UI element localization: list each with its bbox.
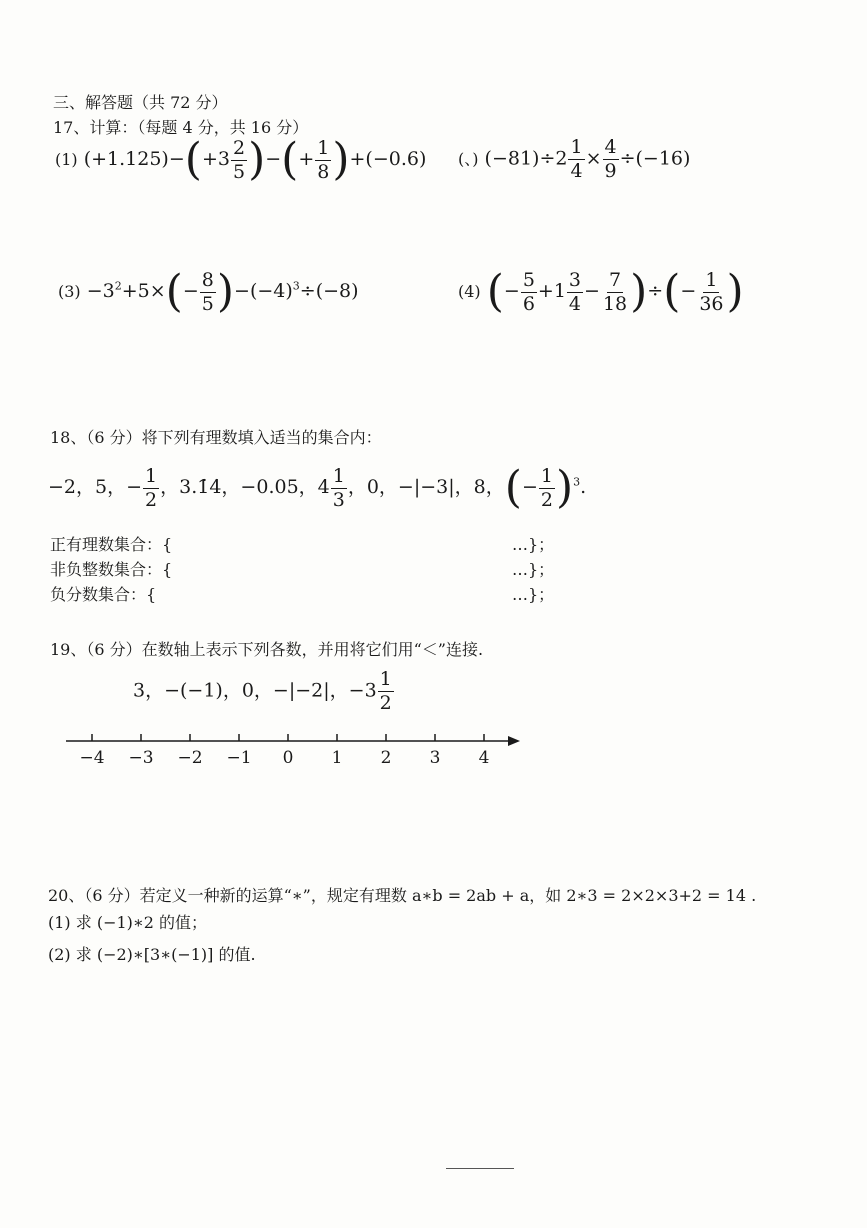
problem-17-3: $(3) -3^2+5\times(-$ $\frac{8}{5}$ )$-(-4)^3\div(-8)$ <box>58 266 359 317</box>
problem-label: (1) <box>55 150 78 169</box>
set-negative-fraction-label: 负分数集合：{ <box>50 585 157 604</box>
problem-17-4: (4) (− $\frac{5}{6}$ +1 $\frac{3}{4}$ − $\frac{7}{18}$ )÷(− $\frac{1}{36}$ ) <box>458 266 744 317</box>
question-18-title: 18、（6 分）将下列有理数填入适当的集合内： <box>50 428 382 447</box>
problem-label: (3) <box>58 282 81 301</box>
set-positive-rational-end: …}； <box>512 535 555 554</box>
question-20-part-2: (2) 求 (−2)∗[3∗(−1)] 的值. <box>48 945 256 964</box>
number-line-tick-label: 1 <box>331 748 343 768</box>
set-nonnegative-integer-label: 非负整数集合：{ <box>50 560 173 579</box>
question-20-part-1: (1) 求 (−1)∗2 的值； <box>48 913 208 932</box>
footer-divider <box>446 1168 514 1169</box>
problem-label: (4) <box>458 282 481 301</box>
section-title: 三、解答题（共 72 分） <box>53 93 228 112</box>
number-line-tick-label: 2 <box>380 748 392 768</box>
set-nonnegative-integer-end: …}； <box>512 560 555 579</box>
numbers-to-plot: 3，−(−1)，0，−|−2|，−3 $\frac{1}{2}$ <box>133 668 392 714</box>
number-line-tick-label: 4 <box>478 748 490 768</box>
number-line-tick-label: −2 <box>177 748 203 768</box>
problem-17-1: (1) (+1.125)−(+3 $\frac{2}{5}$ )−(+ $\frac{1}{8}$ )+(−0.6) <box>55 134 427 185</box>
question-19-title: 19、（6 分）在数轴上表示下列各数，并用将它们用“＜”连接. <box>50 640 484 659</box>
number-line-arrow-icon <box>508 736 520 746</box>
question-20-title: 20、（6 分）若定义一种新的运算“∗”，规定有理数 a∗b = 2ab + a，如 2∗3 = 2×2×3+2 = 14 . <box>48 886 757 905</box>
number-line-tick-label: −1 <box>226 748 252 768</box>
question-17-title: 17、计算：（每题 4 分，共 16 分） <box>53 118 309 137</box>
number-line-tick-label: −3 <box>128 748 154 768</box>
number-list: −2，5，− $\frac{1}{2}$ ，3.1̇4̇，−0.05，4 $\frac{1}{3}$ ，0，−|−3|，8，(− $\frac{1}{2}$ )$^3$. <box>48 462 587 513</box>
problem-17-2: (、) (−81)÷2 $\frac{1}{4}$ × $\frac{4}{9}$ ÷(−16) <box>458 136 691 182</box>
number-line-tick-label: 3 <box>429 748 441 768</box>
set-positive-rational-label: 正有理数集合：{ <box>50 535 173 554</box>
set-negative-fraction-end: …}； <box>512 585 555 604</box>
number-line-tick-label: 0 <box>282 748 294 768</box>
number-line-tick-label: −4 <box>79 748 105 768</box>
problem-label: (、) <box>458 149 479 169</box>
